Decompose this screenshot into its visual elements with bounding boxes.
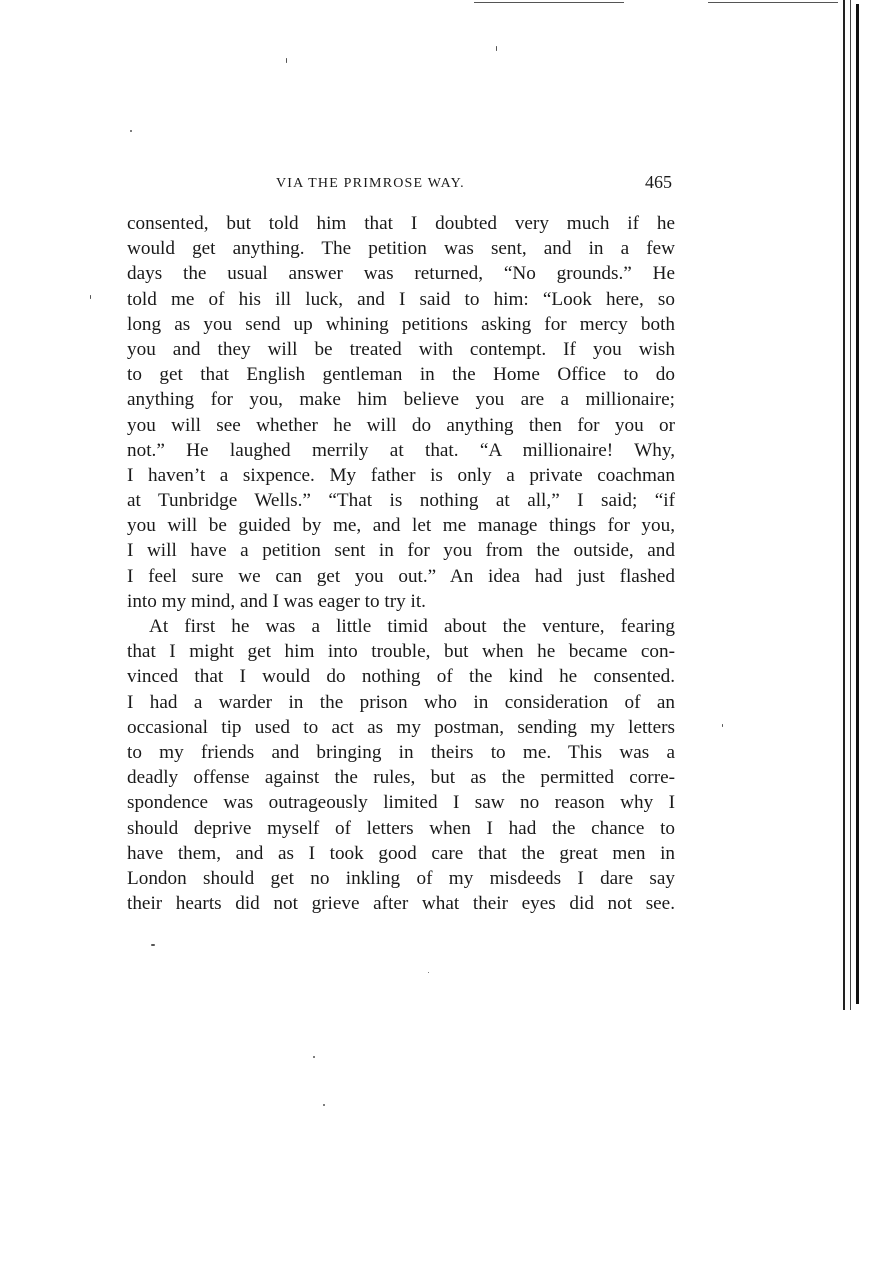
text-line: consented, but told him that I doubted very much if he — [127, 213, 675, 234]
scan-artifact-rule — [474, 2, 624, 3]
text-line: you will be guided by me, and let me manage things for you, — [127, 515, 675, 537]
text-line: deadly offense against the rules, but as the permitted corre- — [127, 767, 675, 789]
text-line: told me of his ill luck, and I said to him: “Look here, so — [127, 288, 675, 310]
text-line: anything for you, make him believe you are a millionaire; — [127, 389, 675, 411]
page-edge-shadow — [856, 4, 859, 1004]
scan-speck — [313, 1056, 315, 1058]
text-line: London should get no inkling of my misdeeds I dare say — [127, 867, 675, 889]
text-line: spondence was outrageously limited I saw no reason why I — [127, 792, 675, 814]
text-line: not.” He laughed merrily at that. “A millionaire! Why, — [127, 439, 675, 461]
text-line: days the usual answer was returned, “No grounds.” He — [127, 263, 675, 285]
page-edge-shadow — [843, 0, 845, 1010]
text-line: you and they will be treated with contempt. If you wish — [127, 338, 675, 360]
page-number: 465 — [645, 172, 672, 192]
paragraph — [127, 211, 675, 614]
text-line: I had a warder in the prison who in consideration of an — [127, 691, 675, 713]
paragraph — [127, 614, 675, 916]
page-edge-shadow — [850, 0, 851, 1010]
scan-speck — [496, 46, 497, 51]
text-line: you will see whether he will do anything then for you or — [127, 414, 675, 436]
scan-speck — [130, 130, 132, 132]
text-line: have them, and as I took good care that the great men in — [127, 842, 675, 864]
text-line: their hearts did not grieve after what their eyes did not see. — [127, 893, 675, 915]
text-line: that I might get him into trouble, but when he became con- — [127, 641, 675, 663]
text-line: I haven’t a sixpence. My father is only a private coachman — [127, 464, 675, 486]
scan-speck — [151, 944, 155, 946]
running-title: VIA THE PRIMROSE WAY. — [276, 176, 465, 191]
scan-speck — [90, 295, 91, 299]
scan-speck — [323, 1104, 325, 1106]
scan-speck — [722, 724, 723, 727]
text-line: into my mind, and I was eager to try it. — [127, 590, 426, 612]
text-line: vinced that I would do nothing of the kind he consented. — [127, 666, 675, 688]
text-line: At first he was a little timid about the venture, fearing — [149, 616, 675, 637]
text-line: would get anything. The petition was sent, and in a few — [127, 238, 675, 260]
running-header — [126, 172, 676, 196]
text-line: I feel sure we can get you out.” An idea had just flashed — [127, 565, 675, 587]
scan-speck — [428, 972, 429, 973]
text-line: long as you send up whining petitions asking for mercy both — [127, 313, 675, 335]
scan-artifact-rule — [708, 2, 838, 3]
text-line: to get that English gentleman in the Home Office to do — [127, 364, 675, 386]
text-line: at Tunbridge Wells.” “That is nothing at all,” I said; “if — [127, 490, 675, 512]
scan-speck — [286, 58, 287, 63]
text-line: to my friends and bringing in theirs to me. This was a — [127, 741, 675, 763]
body-text — [127, 211, 675, 916]
text-line: I will have a petition sent in for you from the outside, and — [127, 540, 675, 562]
text-line: should deprive myself of letters when I had the chance to — [127, 817, 675, 839]
text-line: occasional tip used to act as my postman, sending my letters — [127, 716, 675, 738]
